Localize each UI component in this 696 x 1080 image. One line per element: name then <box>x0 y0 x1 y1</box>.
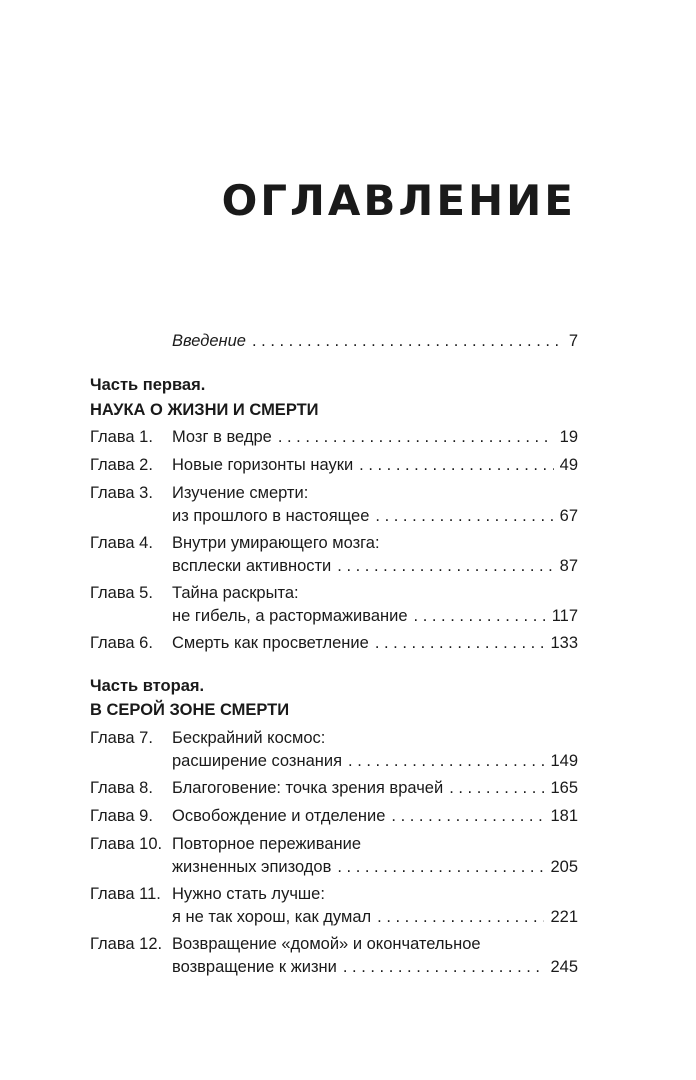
chapter-title-cont: жизненных эпизодов <box>172 858 332 876</box>
chapter-title-cont: всплески активности <box>172 557 332 575</box>
part-title-2: В СЕРОЙ ЗОНЕ СМЕРТИ <box>90 701 290 719</box>
chapter-number: Глава 12. <box>90 935 163 953</box>
chapter-number: Глава 6. <box>90 634 153 652</box>
toc-entry-label: Введение <box>172 332 246 350</box>
dot-leader <box>337 554 553 578</box>
chapter-number: Глава 4. <box>90 534 153 552</box>
toc-entry-chapter-3[interactable] <box>90 481 578 505</box>
toc-entry-chapter-3-cont[interactable] <box>90 504 578 528</box>
chapter-title-cont: не гибель, а растормаживание <box>172 607 408 625</box>
toc-entry-chapter-11-cont[interactable] <box>90 905 578 929</box>
chapter-title: Новые горизонты науки <box>172 456 354 474</box>
toc-entry-intro[interactable] <box>90 329 578 353</box>
chapter-number: Глава 5. <box>90 584 153 602</box>
toc-page-number: 245 <box>550 958 578 976</box>
toc-page-number: 149 <box>550 752 578 770</box>
toc-page-number: 67 <box>559 507 578 525</box>
toc-entry-chapter-12[interactable] <box>90 932 578 956</box>
dot-leader <box>375 631 545 655</box>
chapter-number: Глава 2. <box>90 456 153 474</box>
toc-entry-chapter-10[interactable] <box>90 832 578 856</box>
part-heading-1: Часть первая. <box>90 376 206 394</box>
chapter-title: Смерть как просветление <box>172 634 369 652</box>
toc-entry-chapter-10-cont[interactable] <box>90 855 578 879</box>
chapter-number: Глава 8. <box>90 779 153 797</box>
chapter-title-cont: возвращение к жизни <box>172 958 337 976</box>
chapter-title: Внутри умирающего мозга: <box>172 534 380 552</box>
chapter-title-cont: расширение сознания <box>172 752 343 770</box>
toc-entry-chapter-8[interactable] <box>90 776 578 800</box>
chapter-number: Глава 1. <box>90 428 153 446</box>
dot-leader <box>414 604 546 628</box>
toc-page-number: 165 <box>550 779 578 797</box>
dot-leader <box>337 855 544 879</box>
toc-page-number: 87 <box>559 557 578 575</box>
chapter-title-cont: я не так хорош, как думал <box>172 908 372 926</box>
toc-entry-chapter-2[interactable] <box>90 453 578 477</box>
toc-page-number: 7 <box>568 332 578 350</box>
chapter-title: Возвращение «домой» и окончательное <box>172 935 481 953</box>
toc-entry-chapter-5-cont[interactable] <box>90 604 578 628</box>
dot-leader <box>391 804 544 828</box>
toc-page-number: 205 <box>550 858 578 876</box>
chapter-number: Глава 9. <box>90 807 153 825</box>
dot-leader <box>449 776 544 800</box>
chapter-number: Глава 11. <box>90 885 161 903</box>
chapter-number: Глава 10. <box>90 835 163 853</box>
toc-page-number: 181 <box>550 807 578 825</box>
toc-entry-chapter-4-cont[interactable] <box>90 554 578 578</box>
chapter-title: Тайна раскрыта: <box>172 584 299 602</box>
dot-leader <box>359 453 553 477</box>
chapter-title: Нужно стать лучше: <box>172 885 325 903</box>
chapter-title-cont: из прошлого в настоящее <box>172 507 370 525</box>
part-heading-2: Часть вторая. <box>90 677 205 695</box>
chapter-title: Изучение смерти: <box>172 484 309 502</box>
toc-entry-chapter-5[interactable] <box>90 581 578 605</box>
dot-leader <box>375 504 553 528</box>
chapter-title: Благоговение: точка зрения врачей <box>172 779 444 797</box>
toc-entry-chapter-12-cont[interactable] <box>90 955 578 979</box>
part-title-1: НАУКА О ЖИЗНИ И СМЕРТИ <box>90 401 319 419</box>
page-title: ОГЛАВЛЕНИЕ <box>221 176 576 225</box>
toc-page-number: 221 <box>550 908 578 926</box>
toc-entry-chapter-7-cont[interactable] <box>90 749 578 773</box>
dot-leader <box>348 749 544 773</box>
toc-entry-chapter-11[interactable] <box>90 882 578 906</box>
dot-leader <box>377 905 544 929</box>
toc-page-number: 133 <box>550 634 578 652</box>
toc-page-number: 117 <box>551 607 578 625</box>
chapter-title: Повторное переживание <box>172 835 362 853</box>
dot-leader <box>343 955 545 979</box>
chapter-title: Мозг в ведре <box>172 428 272 446</box>
toc-entry-chapter-6[interactable] <box>90 631 578 655</box>
chapter-number: Глава 3. <box>90 484 153 502</box>
dot-leader <box>278 425 554 449</box>
toc-entry-chapter-7[interactable] <box>90 726 578 750</box>
toc-entry-chapter-4[interactable] <box>90 531 578 555</box>
toc-page-number: 19 <box>559 428 578 446</box>
toc-page-number: 49 <box>559 456 578 474</box>
chapter-title: Бескрайний космос: <box>172 729 326 747</box>
dot-leader <box>252 329 563 353</box>
toc-entry-chapter-9[interactable] <box>90 804 578 828</box>
chapter-title: Освобождение и отделение <box>172 807 386 825</box>
toc-entry-chapter-1[interactable] <box>90 425 578 449</box>
chapter-number: Глава 7. <box>90 729 153 747</box>
